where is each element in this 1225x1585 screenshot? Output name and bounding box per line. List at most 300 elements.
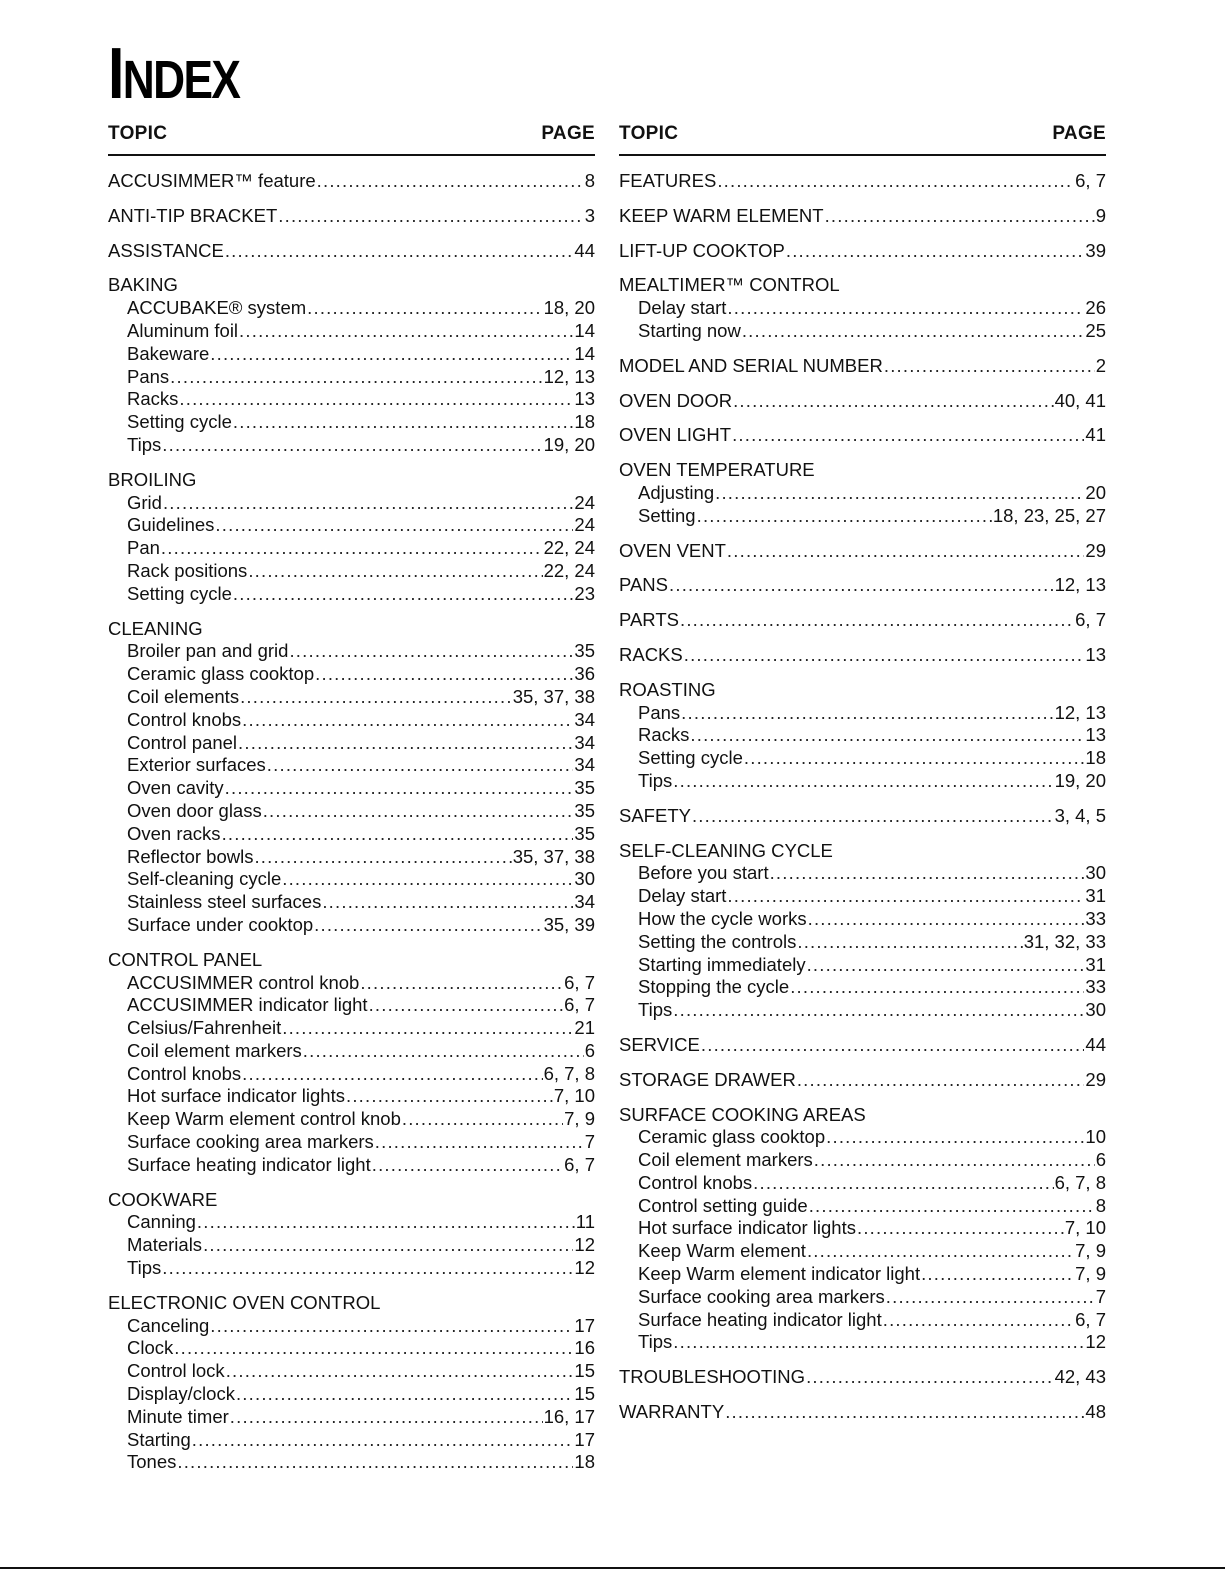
- index-subentry: [108, 777, 595, 800]
- index-subentry: [108, 1257, 595, 1280]
- index-subentry: [619, 702, 1106, 725]
- index-subentry: [108, 709, 595, 732]
- entry-page-number: 18, 20: [543, 297, 595, 319]
- index-entries-right: [619, 170, 1106, 1424]
- entry-label: OVEN LIGHT: [619, 424, 732, 446]
- dot-leader: [163, 492, 573, 515]
- dot-leader: [727, 540, 1085, 563]
- entry-label: Surface cooking area markers: [127, 1131, 374, 1153]
- entry-label: Keep Warm element: [638, 1240, 806, 1262]
- dot-leader: [248, 560, 542, 583]
- index-subentry: [619, 1240, 1106, 1263]
- index-subentry: [619, 885, 1106, 908]
- dot-leader: [673, 999, 1084, 1022]
- entry-label: Display/clock: [127, 1383, 235, 1405]
- index-topic: [619, 1069, 1106, 1092]
- topic-heading-label: BROILING: [108, 468, 197, 490]
- entry-label: Oven door glass: [127, 799, 262, 821]
- dot-leader: [673, 770, 1053, 793]
- dot-leader: [263, 800, 574, 823]
- index-subentry: [108, 1383, 595, 1406]
- dot-leader: [369, 994, 564, 1017]
- dot-leader: [240, 686, 512, 709]
- index-entry: [619, 1366, 1106, 1389]
- dot-leader: [727, 297, 1084, 320]
- entry-label: Starting immediately: [638, 953, 806, 975]
- dot-leader: [701, 1034, 1085, 1057]
- entry-label: ACCUSIMMER™ feature: [108, 170, 316, 191]
- entry-page-number: 35: [574, 640, 595, 662]
- entry-label: Starting now: [638, 319, 741, 341]
- entry-label: Surface cooking area markers: [638, 1285, 885, 1307]
- entry-page-number: 14: [574, 342, 595, 364]
- dot-leader: [717, 170, 1074, 193]
- entry-label: Delay start: [638, 297, 727, 319]
- dot-leader: [375, 1131, 584, 1154]
- entry-label: Setting cycle: [127, 411, 232, 433]
- index-topic: [108, 240, 595, 263]
- entry-page-number: 35, 37, 38: [512, 685, 595, 707]
- index-topic: [619, 459, 1106, 527]
- index-subentry: [108, 366, 595, 389]
- entry-page-number: 24: [574, 514, 595, 536]
- index-entry: [619, 644, 1106, 667]
- dot-leader: [883, 1309, 1074, 1332]
- entry-label: Hot surface indicator lights: [638, 1217, 856, 1239]
- entry-label: Stainless steel surfaces: [127, 891, 322, 913]
- dot-leader: [715, 482, 1084, 505]
- index-subentry: [108, 434, 595, 457]
- entry-label: Pans: [638, 701, 681, 723]
- dot-leader: [770, 862, 1085, 885]
- entry-label: Control setting guide: [638, 1194, 808, 1216]
- dot-leader: [692, 805, 1054, 828]
- entry-page-number: 18, 23, 25, 27: [992, 504, 1106, 526]
- index-subentry: [619, 297, 1106, 320]
- entry-page-number: 34: [574, 731, 595, 753]
- index-subentry: [619, 1149, 1106, 1172]
- dot-leader: [233, 583, 574, 606]
- entry-label: Racks: [638, 724, 690, 746]
- entry-page-number: 34: [574, 754, 595, 776]
- dot-leader: [684, 644, 1085, 667]
- entry-page-number: 31, 32, 33: [1023, 930, 1106, 952]
- entry-label: ACCUSIMMER indicator light: [127, 994, 368, 1016]
- index-subentry: [108, 514, 595, 537]
- index-entry: [619, 609, 1106, 632]
- topic-heading-label: ELECTRONIC OVEN CONTROL: [108, 1291, 381, 1313]
- index-subentry: [619, 862, 1106, 885]
- index-subentry: [619, 908, 1106, 931]
- dot-leader: [402, 1108, 563, 1131]
- entry-label: Surface under cooktop: [127, 913, 314, 935]
- entry-label: Keep Warm element indicator light: [638, 1263, 921, 1285]
- dot-leader: [727, 885, 1084, 908]
- entry-page-number: 29: [1085, 539, 1106, 561]
- index-entry: [619, 1401, 1106, 1424]
- entry-label: ACCUBAKE® system: [127, 297, 307, 319]
- entry-page-number: 31: [1085, 885, 1106, 907]
- index-subentry: [619, 1126, 1106, 1149]
- entry-page-number: 6, 7: [564, 1153, 595, 1175]
- index-entries-left: [108, 170, 595, 1474]
- index-subentry: [619, 1172, 1106, 1195]
- entry-label: Tips: [638, 769, 673, 791]
- dot-leader: [225, 777, 574, 800]
- entry-page-number: 35, 39: [543, 913, 595, 935]
- entry-page-number: 13: [1085, 643, 1106, 665]
- entry-page-number: 7: [584, 1131, 595, 1153]
- entry-label: Rack positions: [127, 559, 248, 581]
- entry-label: ASSISTANCE: [108, 239, 224, 261]
- index-subentry: [108, 320, 595, 343]
- index-subentry: [619, 1331, 1106, 1354]
- dot-leader: [162, 434, 542, 457]
- dot-leader: [669, 574, 1054, 597]
- index-subentry: [108, 1406, 595, 1429]
- entry-page-number: 26: [1085, 297, 1106, 319]
- entry-page-number: 6, 7, 8: [1054, 1171, 1106, 1193]
- dot-leader: [242, 1063, 542, 1086]
- dot-leader: [814, 1149, 1095, 1172]
- dot-leader: [346, 1085, 553, 1108]
- index-topic: [619, 1401, 1106, 1424]
- entry-page-number: 30: [1085, 862, 1106, 884]
- entry-page-number: 41: [1085, 424, 1106, 446]
- index-subentry: [108, 1108, 595, 1131]
- entry-page-number: 12: [574, 1257, 595, 1279]
- entry-label: Pan: [127, 537, 160, 559]
- index-subentry: [108, 972, 595, 995]
- entry-page-number: 18: [574, 1451, 595, 1473]
- page-title-rest: NDEX: [122, 50, 240, 110]
- page-title: [108, 34, 240, 116]
- entry-label: MODEL AND SERIAL NUMBER: [619, 354, 883, 376]
- entry-label: PANS: [619, 574, 669, 596]
- entry-page-number: 25: [1085, 319, 1106, 341]
- index-subentry: [108, 1040, 595, 1063]
- index-subentry: [108, 1085, 595, 1108]
- entry-page-number: 48: [1085, 1401, 1106, 1423]
- dot-leader: [807, 954, 1085, 977]
- entry-page-number: 23: [574, 582, 595, 604]
- index-topic: [108, 949, 595, 1177]
- dot-leader: [161, 537, 543, 560]
- dot-leader: [360, 972, 563, 995]
- index-topic: [108, 618, 595, 937]
- index-topic: [619, 574, 1106, 597]
- index-topic: [108, 1189, 595, 1280]
- entry-page-number: 17: [574, 1314, 595, 1336]
- index-entry: [108, 170, 595, 193]
- entry-label: Grid: [127, 491, 162, 513]
- index-subentry: [108, 1451, 595, 1474]
- dot-leader: [267, 754, 574, 777]
- index-subentry: [108, 1017, 595, 1040]
- entry-page-number: 36: [574, 663, 595, 685]
- dot-leader: [236, 1383, 573, 1406]
- index-topic: [619, 840, 1106, 1022]
- entry-page-number: 34: [574, 891, 595, 913]
- entry-page-number: 12: [574, 1234, 595, 1256]
- entry-page-number: 13: [574, 388, 595, 410]
- index-subentry: [108, 1063, 595, 1086]
- dot-leader: [225, 240, 574, 263]
- topic-heading-label: MEALTIMER™ CONTROL: [619, 274, 840, 296]
- dot-leader: [825, 205, 1095, 228]
- entry-page-number: 6, 7: [564, 994, 595, 1016]
- dot-leader: [278, 205, 583, 228]
- entry-label: Control knobs: [127, 1062, 242, 1084]
- dot-leader: [372, 1154, 563, 1177]
- entry-label: STORAGE DRAWER: [619, 1068, 796, 1090]
- entry-label: Control knobs: [638, 1171, 753, 1193]
- entry-label: KEEP WARM ELEMENT: [619, 204, 824, 226]
- entry-label: How the cycle works: [638, 907, 807, 929]
- index-topic: [108, 469, 595, 606]
- index-subentry: [108, 583, 595, 606]
- index-column-right: [619, 120, 1106, 1436]
- dot-leader: [680, 609, 1074, 632]
- index-subentry: [108, 1154, 595, 1177]
- dot-leader: [314, 914, 542, 937]
- entry-page-number: 14: [574, 319, 595, 341]
- dot-leader: [322, 891, 573, 914]
- entry-page-number: 44: [1085, 1033, 1106, 1055]
- entry-label: OVEN DOOR: [619, 389, 733, 411]
- entry-label: Setting cycle: [127, 582, 232, 604]
- entry-label: Hot surface indicator lights: [127, 1085, 345, 1107]
- entry-page-number: 3: [584, 204, 595, 226]
- entry-label: LIFT-UP COOKTOP: [619, 239, 785, 261]
- entry-page-number: 7, 9: [1075, 1240, 1106, 1262]
- dot-leader: [230, 1406, 543, 1429]
- entry-label: RACKS: [619, 643, 683, 665]
- entry-label: ACCUSIMMER control knob: [127, 971, 360, 993]
- entry-label: Adjusting: [638, 481, 715, 503]
- index-topic: [619, 424, 1106, 447]
- index-entry: [619, 355, 1106, 378]
- index-entry: [619, 240, 1106, 263]
- entry-label: Coil element markers: [638, 1149, 813, 1171]
- page-heading: PAGE: [541, 123, 595, 144]
- index-topic: [619, 679, 1106, 793]
- dot-leader: [233, 411, 574, 434]
- entry-label: Surface heating indicator light: [638, 1308, 882, 1330]
- dot-leader: [732, 424, 1084, 447]
- index-subentry: [108, 492, 595, 515]
- entry-label: Control panel: [127, 731, 238, 753]
- dot-leader: [238, 732, 573, 755]
- index-subentry: [619, 1217, 1106, 1240]
- entry-page-number: 12, 13: [1054, 701, 1106, 723]
- dot-leader: [697, 505, 992, 528]
- index-subentry: [619, 1263, 1106, 1286]
- entry-label: OVEN VENT: [619, 539, 726, 561]
- entry-label: FEATURES: [619, 170, 717, 191]
- index-topic: [108, 1292, 595, 1474]
- index-topic: [619, 205, 1106, 228]
- entry-page-number: 7, 9: [564, 1108, 595, 1130]
- index-entry: [619, 424, 1106, 447]
- entry-label: Tips: [638, 999, 673, 1021]
- entry-label: Keep Warm element control knob: [127, 1108, 401, 1130]
- entry-label: Before you start: [638, 862, 769, 884]
- entry-label: Materials: [127, 1234, 203, 1256]
- dot-leader: [744, 747, 1085, 770]
- index-column-left: [108, 120, 595, 1486]
- index-subentry: [108, 800, 595, 823]
- entry-label: Starting: [127, 1428, 191, 1450]
- index-topic: [619, 1104, 1106, 1355]
- index-topic: [108, 170, 595, 193]
- entry-page-number: 10: [1085, 1126, 1106, 1148]
- entry-page-number: 12, 13: [543, 365, 595, 387]
- entry-page-number: 30: [574, 868, 595, 890]
- index-subentry: [108, 754, 595, 777]
- index-subentry: [108, 411, 595, 434]
- entry-label: Ceramic glass cooktop: [638, 1126, 826, 1148]
- entry-label: Setting: [638, 504, 696, 526]
- entry-page-number: 7, 10: [1064, 1217, 1106, 1239]
- entry-page-number: 39: [1085, 239, 1106, 261]
- index-entry: [619, 1034, 1106, 1057]
- entry-page-number: 6, 7: [564, 971, 595, 993]
- dot-leader: [282, 1017, 573, 1040]
- entry-page-number: 2: [1095, 354, 1106, 376]
- entry-page-number: 16: [574, 1337, 595, 1359]
- entry-label: Setting cycle: [638, 747, 743, 769]
- index-subentry: [108, 1360, 595, 1383]
- entry-label: Guidelines: [127, 514, 215, 536]
- dot-leader: [226, 1360, 574, 1383]
- dot-leader: [170, 366, 542, 389]
- index-topic: [619, 240, 1106, 263]
- dot-leader: [857, 1217, 1064, 1240]
- entry-page-number: 6, 7, 8: [543, 1062, 595, 1084]
- entry-label: Surface heating indicator light: [127, 1153, 371, 1175]
- entry-page-number: 12: [1085, 1331, 1106, 1353]
- entry-page-number: 33: [1085, 976, 1106, 998]
- dot-leader: [790, 976, 1084, 999]
- dot-leader: [809, 1195, 1095, 1218]
- index-subentry: [108, 1337, 595, 1360]
- topic-heading-label: BAKING: [108, 274, 178, 296]
- index-subentry: [619, 1309, 1106, 1332]
- entry-page-number: 42, 43: [1054, 1366, 1106, 1388]
- index-topic: [619, 1366, 1106, 1389]
- index-subentry: [108, 537, 595, 560]
- entry-label: SAFETY: [619, 804, 691, 826]
- entry-page-number: 35: [574, 777, 595, 799]
- entry-page-number: 35: [574, 822, 595, 844]
- index-subentry: [108, 891, 595, 914]
- index-subentry: [619, 954, 1106, 977]
- entry-page-number: 7, 10: [553, 1085, 595, 1107]
- dot-leader: [239, 320, 573, 343]
- dot-leader: [797, 1069, 1085, 1092]
- dot-leader: [921, 1263, 1074, 1286]
- dot-leader: [222, 823, 574, 846]
- dot-leader: [742, 320, 1085, 343]
- index-subentry: [108, 1131, 595, 1154]
- topic-heading-label: SURFACE COOKING AREAS: [619, 1103, 866, 1125]
- dot-leader: [786, 240, 1085, 263]
- dot-leader: [162, 1257, 573, 1280]
- index-subentry: [619, 320, 1106, 343]
- index-subentry: [108, 732, 595, 755]
- entry-label: Aluminum foil: [127, 319, 239, 341]
- index-topic: [108, 205, 595, 228]
- index-topic: [619, 1034, 1106, 1057]
- dot-leader: [690, 724, 1084, 747]
- index-topic: [619, 540, 1106, 563]
- column-header-right: [619, 120, 1106, 156]
- entry-page-number: 11: [575, 1211, 595, 1233]
- entry-page-number: 18: [1085, 747, 1106, 769]
- entry-page-number: 15: [574, 1360, 595, 1382]
- dot-leader: [315, 663, 573, 686]
- dot-leader: [725, 1401, 1084, 1424]
- index-topic: [619, 609, 1106, 632]
- entry-page-number: 3, 4, 5: [1054, 804, 1106, 826]
- index-topic: [619, 805, 1106, 828]
- index-subentry: [108, 1211, 595, 1234]
- topic-heading-label: CONTROL PANEL: [108, 948, 263, 970]
- dot-leader: [179, 388, 573, 411]
- entry-page-number: 13: [1085, 724, 1106, 746]
- dot-leader: [215, 514, 573, 537]
- entry-page-number: 35, 37, 38: [512, 845, 595, 867]
- topic-heading: TOPIC: [108, 123, 168, 144]
- dot-leader: [197, 1211, 575, 1234]
- dot-leader: [806, 1366, 1054, 1389]
- index-topic: [619, 274, 1106, 342]
- index-subentry: [108, 823, 595, 846]
- dot-leader: [254, 846, 511, 869]
- index-subentry: [108, 1429, 595, 1452]
- entry-label: ANTI-TIP BRACKET: [108, 204, 278, 226]
- entry-label: Broiler pan and grid: [127, 640, 289, 662]
- entry-label: PARTS: [619, 609, 679, 631]
- index-subentry: [108, 846, 595, 869]
- entry-label: Tones: [127, 1451, 177, 1473]
- entry-label: Self-cleaning cycle: [127, 868, 282, 890]
- entry-label: Oven racks: [127, 822, 221, 844]
- dot-leader: [289, 640, 573, 663]
- entry-label: TROUBLESHOOTING: [619, 1366, 806, 1388]
- index-subentry: [108, 994, 595, 1017]
- entry-label: Tips: [127, 433, 162, 455]
- entry-label: Coil elements: [127, 685, 240, 707]
- topic-heading-label: CLEANING: [108, 617, 203, 639]
- entry-label: Coil element markers: [127, 1039, 302, 1061]
- dot-leader: [886, 1286, 1095, 1309]
- entry-label: Oven cavity: [127, 777, 224, 799]
- index-entry: [108, 205, 595, 228]
- entry-page-number: 7, 9: [1075, 1263, 1106, 1285]
- index-subentry: [108, 343, 595, 366]
- entry-page-number: 20: [1085, 481, 1106, 503]
- index-entry: [619, 540, 1106, 563]
- entry-label: Reflector bowls: [127, 845, 254, 867]
- dot-leader: [210, 1315, 573, 1338]
- index-entry: [619, 1069, 1106, 1092]
- page-title-initial: I: [108, 34, 123, 114]
- index-subentry: [619, 505, 1106, 528]
- page-heading: PAGE: [1052, 123, 1106, 144]
- dot-leader: [203, 1234, 573, 1257]
